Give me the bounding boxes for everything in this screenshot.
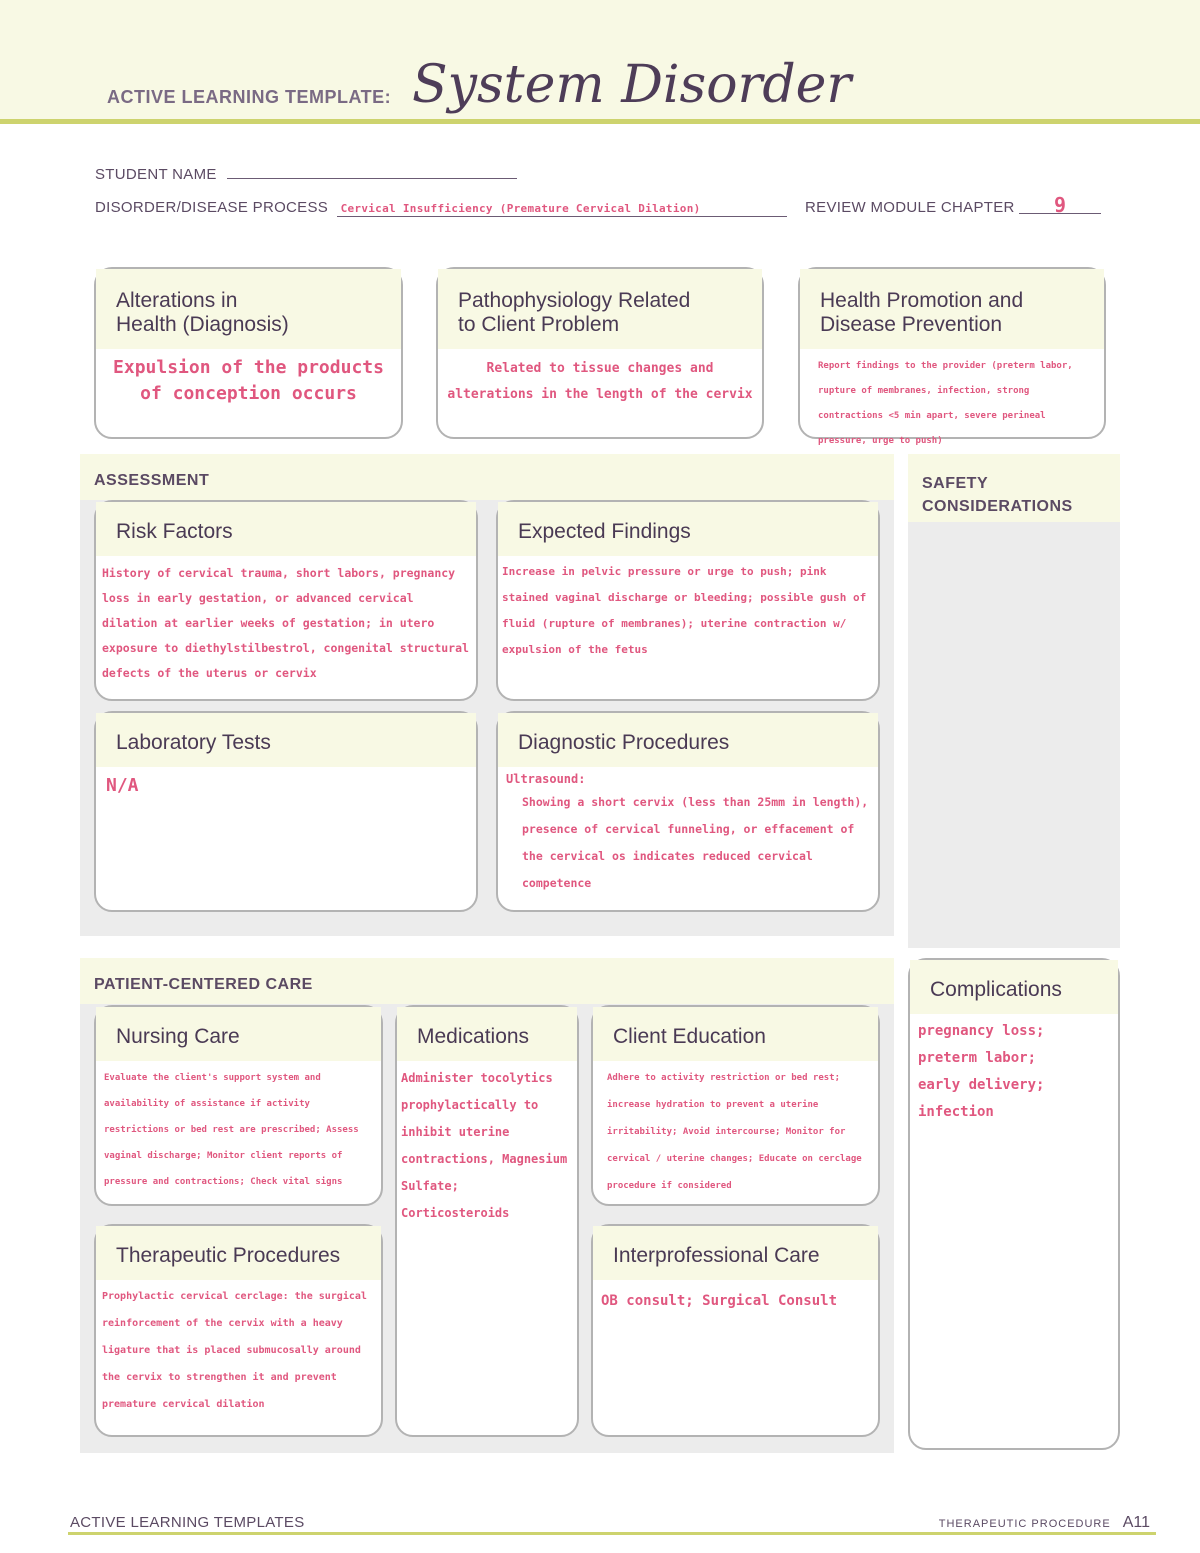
client-education-box	[591, 1005, 880, 1206]
disorder-value: Cervical Insufficiency (Premature Cervical Dilation)	[340, 202, 701, 215]
pathophysiology-content[interactable]: Related to tissue changes and alterations in the length of the cervix	[447, 361, 753, 402]
complication-item: pregnancy loss;	[918, 1023, 1045, 1039]
medications-box	[395, 1005, 579, 1437]
interprofessional-care-content[interactable]: OB consult; Surgical Consult	[601, 1293, 838, 1309]
footer-section: THERAPEUTIC PROCEDURE	[938, 1518, 1111, 1530]
student-name-row	[95, 165, 517, 183]
complication-item: early delivery;	[918, 1077, 1045, 1093]
expected-findings-title: Expected Findings	[498, 502, 878, 556]
student-name-label: STUDENT NAME	[95, 166, 217, 183]
complication-item: infection	[918, 1104, 994, 1120]
interprofessional-care-title: Interprofessional Care	[593, 1226, 878, 1280]
complications-content[interactable]	[910, 1014, 1118, 1130]
nursing-care-title: Nursing Care	[96, 1007, 381, 1061]
complication-item: preterm labor;	[918, 1050, 1037, 1066]
chapter-value: 9	[1054, 193, 1067, 217]
therapeutic-procedures-box	[94, 1224, 383, 1437]
health-promotion-title: Health Promotion and Disease Prevention	[800, 269, 1104, 349]
therapeutic-procedures-content[interactable]: Prophylactic cervical cerclage: the surgical reinforcement of the cervix with a heavy ligature that is placed submucosally around the cervix to strengthen it and prevent premature cervical dilation	[102, 1291, 367, 1410]
interprofessional-care-box	[591, 1224, 880, 1437]
diagnostic-procedures-content[interactable]: Ultrasound: Showing a short cervix (less than 25mm in length), presence of cervical funneling, or effacement of the cervical os indicates reduced cervical competence	[506, 772, 869, 890]
risk-factors-box	[94, 500, 478, 701]
chapter-field[interactable]	[1019, 193, 1101, 217]
risk-factors-title: Risk Factors	[96, 502, 476, 556]
complications-title: Complications	[910, 960, 1118, 1014]
assessment-label: ASSESSMENT	[94, 472, 210, 489]
health-promotion-content[interactable]: Report findings to the provider (preterm labor, rupture of membranes, infection, strong contractions <5 min apart, severe perineal pressure, urge to push)	[818, 361, 1073, 446]
student-name-field[interactable]	[227, 165, 517, 179]
diagnostic-procedures-title: Diagnostic Procedures	[498, 713, 878, 767]
disorder-field[interactable]	[337, 200, 787, 217]
template-header	[0, 0, 1200, 124]
diagnostic-procedures-box	[496, 711, 880, 912]
alterations-title: Alterations in Health (Diagnosis)	[96, 269, 401, 349]
safety-label: SAFETY CONSIDERATIONS	[922, 475, 1073, 515]
pathophysiology-box	[436, 267, 764, 439]
template-label: ACTIVE LEARNING TEMPLATE:	[107, 87, 392, 107]
alterations-box	[94, 267, 403, 439]
complications-box	[908, 958, 1120, 1450]
safety-panel	[908, 454, 1120, 948]
client-education-content[interactable]: Adhere to activity restriction or bed rest; increase hydration to prevent a uterine irritability; Avoid intercourse; Monitor for cervical / uterine changes; Educate on cerclage procedure if considered	[607, 1073, 862, 1191]
health-promotion-box	[798, 267, 1106, 446]
laboratory-tests-content[interactable]: N/A	[106, 775, 139, 796]
footer-left: ACTIVE LEARNING TEMPLATES	[70, 1514, 305, 1531]
footer-divider	[68, 1532, 1156, 1535]
template-title: System Disorder	[412, 55, 852, 115]
disorder-label: DISORDER/DISEASE PROCESS	[95, 199, 329, 216]
expected-findings-box	[496, 500, 880, 701]
expected-findings-content[interactable]: Increase in pelvic pressure or urge to push; pink stained vaginal discharge or bleeding; possible gush of fluid (rupture of membranes); uterine contraction w/ expulsion of the fetus	[502, 565, 867, 656]
patient-care-label: PATIENT-CENTERED CARE	[94, 976, 313, 993]
medications-title: Medications	[397, 1007, 577, 1061]
alterations-content[interactable]: Expulsion of the products of conception occurs	[113, 357, 384, 404]
footer-right	[939, 1514, 1150, 1532]
nursing-care-content[interactable]: Evaluate the client's support system and availability of assistance if activity restrictions or bed rest are prescribed; Assess vaginal discharge; Monitor client reports of pressure and contractions; Check vital signs	[104, 1073, 359, 1187]
therapeutic-procedures-title: Therapeutic Procedures	[96, 1226, 381, 1280]
laboratory-tests-box	[94, 711, 478, 912]
chapter-label: REVIEW MODULE CHAPTER	[805, 199, 1015, 216]
pathophysiology-title: Pathophysiology Related to Client Problem	[438, 269, 762, 349]
risk-factors-content[interactable]: History of cervical trauma, short labors, pregnancy loss in early gestation, or advanced cervical dilation at earlier weeks of gestation; in utero exposure to diethylstilbestrol, congenital structural defects of the uterus or cervix	[102, 566, 469, 680]
laboratory-tests-title: Laboratory Tests	[96, 713, 476, 767]
disorder-row	[95, 193, 1105, 217]
medications-content[interactable]: Administer tocolytics prophylactically to inhibit uterine contractions, Magnesium Sulfate; Corticosteroids	[401, 1071, 568, 1220]
page-number: A11	[1122, 1514, 1150, 1531]
client-education-title: Client Education	[593, 1007, 878, 1061]
nursing-care-box	[94, 1005, 383, 1206]
